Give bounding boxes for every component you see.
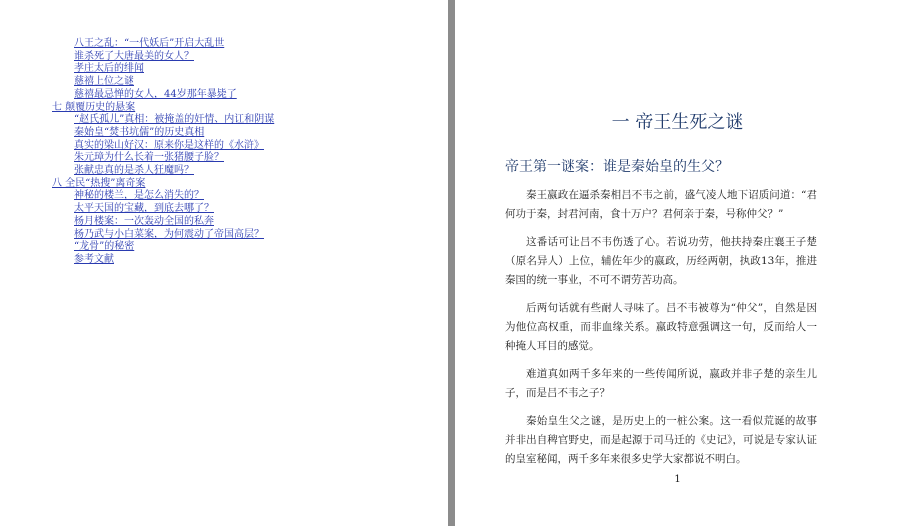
- page-divider: [448, 0, 455, 526]
- toc-section-link[interactable]: 朱元璋为什么长着一张猪腰子脸？: [74, 152, 224, 164]
- toc-section-link[interactable]: 神秘的楼兰，是怎么消失的？: [74, 190, 204, 202]
- toc-section-link[interactable]: 参考文献: [74, 253, 114, 265]
- toc-section-link[interactable]: 太平天国的宝藏，到底去哪了？: [74, 203, 214, 215]
- toc-section-link[interactable]: 张献忠真的是杀人狂魔吗？: [74, 165, 194, 177]
- toc-section-link[interactable]: 真实的梁山好汉：原来你是这样的《水浒》: [74, 139, 264, 151]
- toc-section-link[interactable]: “赵氏孤儿”真相：被掩盖的奸情、内讧和阴谋: [74, 114, 275, 126]
- toc-chapter-link[interactable]: 七 颠覆历史的悬案: [52, 101, 136, 113]
- body-text: [505, 186, 817, 478]
- left-page: [0, 0, 448, 526]
- toc-section-link[interactable]: 杨月楼案：一次轰动全国的私奔: [74, 215, 214, 227]
- paragraph: 这番话可让吕不韦伤透了心。若说功劳，他扶持秦庄襄王子楚（原名异人）上位，辅佐年少的嬴政，历经两朝，执政13年，推进秦国的统一事业，不可不谓劳苦功高。: [505, 236, 817, 286]
- table-of-contents: [52, 38, 442, 267]
- toc-section-link[interactable]: 秦始皇“焚书坑儒”的历史真相: [74, 126, 205, 138]
- toc-section-link[interactable]: 慈禧上位之谜: [74, 76, 134, 88]
- toc-section-link[interactable]: “龙骨”的秘密: [74, 241, 135, 253]
- toc-section-link[interactable]: 孝庄太后的绯闻: [74, 63, 144, 75]
- paragraph: 难道真如两千多年来的一些传闻所说，嬴政并非子楚的亲生儿子，而是吕不韦之子？: [505, 368, 817, 399]
- chapter-title: 一 帝王生死之谜: [611, 112, 744, 133]
- paragraph: 后两句话就有些耐人寻味了。吕不韦被尊为“仲父”，自然是因为他位高权重，而非血缘关系。嬴政特意强调这一句，反而给人一种掩人耳目的感觉。: [505, 302, 817, 352]
- toc-section-link[interactable]: 八王之乱：“一代妖后”开启大乱世: [74, 38, 225, 49]
- toc-chapter-link[interactable]: 八 全民“热搜”离奇案: [52, 177, 146, 189]
- toc-section-link[interactable]: 杨乃武与小白菜案，为何震动了帝国高层？: [74, 228, 264, 240]
- toc-section-link[interactable]: 慈禧最忌惮的女人，44岁那年暴毙了: [74, 88, 237, 100]
- paragraph: 秦王嬴政在逼杀秦相吕不韦之前，盛气凌人地下诏质问道：“君何功于秦，封君河南，食十万户？君何亲于秦，号称仲父？”: [505, 189, 817, 220]
- section-title: 帝王第一谜案：谁是秦始皇的生父？: [505, 159, 729, 175]
- paragraph: 秦始皇生父之谜，是历史上的一桩公案。这一看似荒诞的故事并非出自稗官野史，而是起源于司马迁的《史记》，可说是专家认证的皇室秘闻，两千多年来很多史学大家都说不明白。: [505, 415, 817, 465]
- page-number: 1: [674, 474, 681, 485]
- toc-section-link[interactable]: 谁杀死了大唐最美的女人？: [74, 50, 194, 62]
- right-page: [455, 0, 900, 526]
